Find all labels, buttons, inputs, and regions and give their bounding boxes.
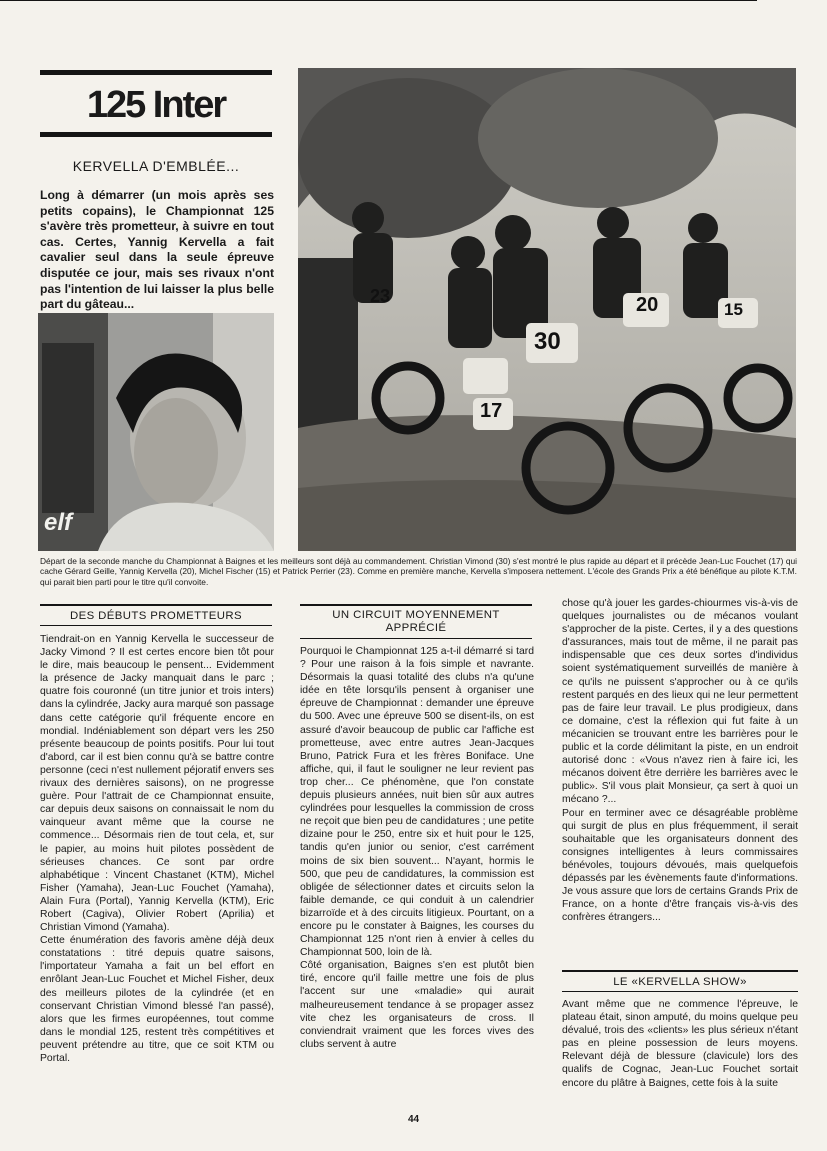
col2-heading-top-rule — [300, 604, 532, 606]
photo-caption: Départ de la seconde manche du Championnat à Baignes et les meilleurs sont déjà au commandement. Christian Vimond (30) s'est montré le plus rapide au départ et il précède Jean-Luc Fouchet (17) qui cache Gérard Geille, Yannig Kervella (20), Michel Fischer (15) et Patrick Perrier (23). Comme en première manche, Kervella s'imposera nettement. L'école des Grands Prix a été bénéfique au pilote K.T.M. qui parait bien parti pour le titre qu'il convoite. — [40, 556, 797, 587]
caption-divider — [0, 0, 757, 1]
section-heading-circuit — [300, 609, 532, 635]
section-heading-circuit-line1: UN CIRCUIT MOYENNEMENT — [332, 609, 500, 621]
bike-number-20: 20 — [636, 294, 659, 316]
paragraph: Pour en terminer avec ce désagréable problème qui surgit de plus en plus fréquemment, il serait souhaitable que les organisateurs donnent des consignes intelligentes à leurs commissaires bénévoles, toujours dévoués, mais quelquefois dépassés par les évènements faute d'informations. Je vous assure que lors de certains Grands Prix de France, on a honte d'être français vis-à-vis des confrères étrangers... — [562, 807, 798, 924]
section-heading-debuts: DES DÉBUTS PROMETTEURS — [69, 610, 243, 622]
title-bottom-rule — [40, 132, 272, 137]
section-heading-circuit-line2: APPRÉCIÉ — [385, 622, 447, 634]
paragraph: Côté organisation, Baignes s'en est plutôt bien tiré, encore qu'il faille mettre une fois de plus l'accent sur une «maladie» qui aurait malheureusement tendance à se propager assez vite chez les organisateurs de cross. Il conviendrait vraiment que les forces vives des clubs servent à autre — [300, 960, 534, 1050]
bike-number-23: 23 — [370, 286, 391, 306]
paragraph: Pourquoi le Championnat 125 a-t-il démarré si tard ? Pour une raison à la fois simple et navrante. Désormais la quasi totalité des clubs n'a qu'une idée en tête lorsqu'ils pensent à organiser une épreuve de Championnat : demander une épreuve du 500. Avec une épreuve 500 se disent-ils, on est assuré d'avoir beaucoup de public car l'affiche est prometteuse, avec entre autres Jean-Jacques Bruno, Patrick Fura et les frères Boniface. Une affiche, qui, il faut le souligner ne leur revient pas trop cher... Ce phénomène, que l'on constate depuis plusieurs années, nuit bien sûr aux autres cylindrées pour lesquelles la commission de cross ne reçoit que bien peu de candidatures ; une petite dizaine pour le 250, entre six et huit pour le 125, tandis qu'en junior ou senior, c'est carrément moins de six bien souvent... N'ayant, hormis le 500, que peu de candidatures, la commission est obligée de sélectionner dates et circuits selon la faible demande, ce qui conduit à un calendrier bizarroïde et à des circuits litigieux. Pourtant, on a encore pu le constater à Baignes, les courses du Championnat 125 n'ont rien à envier à celles du Championnat 500, loin de là. — [300, 646, 534, 959]
bike-number-15: 15 — [724, 300, 743, 319]
paragraph: Tiendrait-on en Yannig Kervella le successeur de Jacky Vimond ? Il est certes encore bien tôt pour le dire, mais beaucoup le pensent... Evidemment la présence de Jacky manquait dans le parc ; quatre fois couronné (un titre junior et trois inters) dans la cylindrée, Jacky aura marqué son passage dans cette catégorie qu'il fréquente encore en mondial. Indéniablement son départ vers les 250 présente beaucoup de points positifs. Pour lui tout d'abord, car il est bien connu qu'à se battre contre personne (ceci n'est nullement péjoratif envers ses rivaux des dernières saisons), on ne progresse guère. Pour l'attrait de ce Championnat ensuite, car depuis deux saisons on connaissait le nom du vainqueur avant même que la course ne commence... Désormais rien de tout cela, et, sur le papier, au moins huit pilotes possèdent de sérieuses chances. Ce sont par ordre alphabétique : Vincent Chastanet (KTM), Michel Fisher (Yamaha), Jean-Luc Fouchet (Yamaha), Alain Fura (Portal), Yannig Kervella (KTM), Eric Robert (Cagiva), Olivier Robert (Aprilia) et Christian Vimond (Yamaha). — [40, 634, 274, 934]
col3-heading-top-rule — [562, 970, 798, 972]
page-number: 44 — [407, 1114, 420, 1125]
paragraph: Avant même que ne commence l'épreuve, le plateau était, sinon amputé, du moins quelque peu dévalué, trois des «clients» les plus sérieux n'étant pas en pleine possession de leurs moyens. Relevant déjà de blessure (clavicule) lors des qualifs de Cognac, Jean-Luc Fouchet sortait encore du plâtre à Baignes, cette fois à la suite — [562, 999, 798, 1089]
paragraph: Cette énumération des favoris amène déjà deux constatations : titré depuis quatre saisons, l'importateur Yamaha a fait un bel effort en enrôlant Jean-Luc Fouchet et Michel Fisher, deux des meilleurs pilotes de la cylindrée (et en conservant Christian Vimond blessé l'an passé), alors que les firmes européennes, tout comme dans le mondial 125, restent très compétitives et peuvent prétendre au titre, que ce soit KTM ou Portal. — [40, 935, 274, 1064]
section-heading-show: LE «KERVELLA SHOW» — [613, 976, 747, 988]
col2-heading-bottom-rule — [300, 638, 532, 639]
article-lead: Long à démarrer (un mois après ses petits copains), le Championnat 125 s'avère très prometteur, à suivre en tout cas. Certes, Yannig Kervella a fait cavalier seul dans la seule épreuve disputée ce jour, mais ses rivaux n'ont pas l'intention de lui laisser la plus belle part du gâteau... — [40, 188, 274, 312]
page-title: 125 Inter — [86, 84, 226, 126]
title-top-rule — [40, 70, 272, 75]
bike-number-17: 17 — [480, 400, 503, 422]
col3-heading-bottom-rule — [562, 991, 798, 992]
bike-number-30: 30 — [534, 328, 561, 355]
rider-portrait-photo — [38, 313, 274, 551]
article-subtitle: KERVELLA D'EMBLÉE... — [72, 158, 240, 174]
col1-heading-top-rule — [40, 604, 272, 606]
column-right-text — [562, 597, 798, 924]
column-circuit-text — [300, 645, 534, 1051]
race-start-photo — [298, 68, 796, 551]
column-debuts-text — [40, 633, 274, 1065]
paragraph: chose qu'à jouer les gardes-chiourmes vis-à-vis de quelques journalistes ou de mécanos voulant s'approcher de la piste. Certes, il y a des questions d'assurances, mais tout de même, il ne parait pas indispensable que ces deux sortes d'individus soient systématiquement surveillés de manière à ce qu'ils ne puissent s'approcher ou à ce qu'ils restent parqués en des lieux qui ne leur permettent pas de faire leur travail. Le plus prodigieux, dans ce domaine, c'est la réflexion qui fut faite à un mécanicien se trouvant entre les barrières pour le public et la corde délimitant la piste, en un endroit autorisé donc : «Vous n'avez rien à faire ici, les mécanos doivent être derrière les barrières avec le public». S'il vous plait Monsieur, ça sert à quoi un mécano ?... — [562, 598, 798, 806]
elf-logo: elf — [44, 509, 73, 536]
column-show-text — [562, 998, 798, 1090]
col1-heading-bottom-rule — [40, 625, 272, 626]
